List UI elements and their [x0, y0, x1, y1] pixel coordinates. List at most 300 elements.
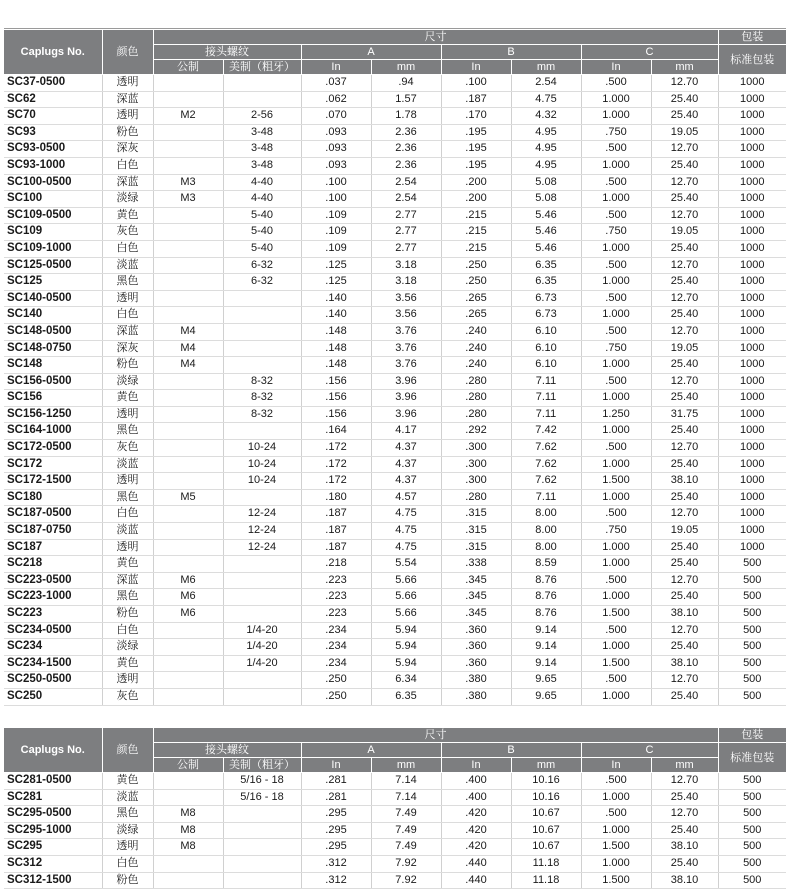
metric-thread-cell — [153, 440, 223, 457]
a-mm-cell: 3.76 — [371, 340, 441, 357]
a-mm-cell: 6.35 — [371, 688, 441, 705]
dim-b-header: B — [441, 45, 581, 60]
unc-thread-cell: 1/4-20 — [223, 622, 301, 639]
color-cell: 黑色 — [102, 489, 153, 506]
table-row — [4, 240, 786, 257]
a-mm-cell: 3.96 — [371, 406, 441, 423]
b-in-cell: .215 — [441, 240, 511, 257]
c-mm-cell: 25.40 — [651, 556, 718, 573]
unc-thread-cell — [223, 822, 301, 839]
a-mm-cell: 6.34 — [371, 672, 441, 689]
c-in-cell: 1.500 — [581, 872, 651, 889]
a-mm-cell: 7.92 — [371, 872, 441, 889]
metric-thread-cell — [153, 307, 223, 324]
standard-pack-cell: 1000 — [718, 124, 786, 141]
table-row — [4, 157, 786, 174]
b-in-cell: .360 — [441, 622, 511, 639]
part-number-cell: SC187-0750 — [4, 523, 102, 540]
part-number-cell: SC140 — [4, 307, 102, 324]
metric-thread-cell — [153, 257, 223, 274]
b-mm-cell: 8.76 — [511, 606, 581, 623]
c-in-cell: 1.000 — [581, 855, 651, 872]
unc-thread-cell: 5-40 — [223, 224, 301, 241]
unc-thread-cell: 2-56 — [223, 108, 301, 125]
metric-thread-cell: M2 — [153, 108, 223, 125]
color-cell: 白色 — [102, 307, 153, 324]
part-number-header: Caplugs No. — [4, 728, 102, 773]
table-row — [4, 506, 786, 523]
a-mm-cell: 3.18 — [371, 274, 441, 291]
table-row — [4, 257, 786, 274]
c-in-cell: .500 — [581, 622, 651, 639]
metric-thread-cell: M5 — [153, 489, 223, 506]
table-row — [4, 141, 786, 158]
b-in-cell: .300 — [441, 456, 511, 473]
a-mm-cell: 7.49 — [371, 806, 441, 823]
c-in-cell: 1.000 — [581, 423, 651, 440]
color-cell: 深蓝 — [102, 323, 153, 340]
b-mm-cell: 2.54 — [511, 75, 581, 92]
a-in-cell: .295 — [301, 806, 371, 823]
a-in-cell: .218 — [301, 556, 371, 573]
standard-pack-cell: 1000 — [718, 357, 786, 374]
table-row — [4, 556, 786, 573]
c-mm-cell: 25.40 — [651, 822, 718, 839]
part-number-cell: SC281 — [4, 789, 102, 806]
a-in-cell: .156 — [301, 390, 371, 407]
b-mm-cell: 4.32 — [511, 108, 581, 125]
a-in-cell: .140 — [301, 307, 371, 324]
c-in-cell: .500 — [581, 506, 651, 523]
c-in-cell: .500 — [581, 257, 651, 274]
color-cell: 灰色 — [102, 440, 153, 457]
standard-pack-cell: 500 — [718, 589, 786, 606]
table-row — [4, 406, 786, 423]
a-mm-header: mm — [371, 60, 441, 75]
b-in-cell: .345 — [441, 606, 511, 623]
part-number-cell: SC109-1000 — [4, 240, 102, 257]
part-number-cell: SC148 — [4, 357, 102, 374]
part-number-cell: SC223-1000 — [4, 589, 102, 606]
a-mm-cell: 2.77 — [371, 240, 441, 257]
c-in-cell: .500 — [581, 773, 651, 790]
b-in-cell: .360 — [441, 655, 511, 672]
a-mm-cell: 4.75 — [371, 506, 441, 523]
unc-thread-cell: 6-32 — [223, 274, 301, 291]
b-in-cell: .170 — [441, 108, 511, 125]
a-in-cell: .140 — [301, 290, 371, 307]
c-mm-cell: 12.70 — [651, 773, 718, 790]
standard-pack-header: 标准包装 — [718, 45, 786, 75]
metric-thread-cell — [153, 290, 223, 307]
color-cell: 粉色 — [102, 357, 153, 374]
table-row — [4, 290, 786, 307]
standard-pack-cell: 500 — [718, 806, 786, 823]
c-mm-cell: 25.40 — [651, 423, 718, 440]
table-row — [4, 357, 786, 374]
color-cell: 白色 — [102, 157, 153, 174]
color-cell: 透明 — [102, 473, 153, 490]
color-cell: 深蓝 — [102, 91, 153, 108]
unc-thread-cell — [223, 489, 301, 506]
color-header: 颜色 — [102, 728, 153, 773]
c-in-cell: .500 — [581, 440, 651, 457]
c-mm-cell: 12.70 — [651, 323, 718, 340]
part-number-cell: SC172-0500 — [4, 440, 102, 457]
standard-pack-cell: 500 — [718, 839, 786, 856]
dimensions-header: 尺寸 — [153, 728, 718, 743]
c-mm-cell: 25.40 — [651, 91, 718, 108]
b-mm-cell: 5.08 — [511, 191, 581, 208]
standard-pack-cell: 1000 — [718, 290, 786, 307]
c-in-cell: 1.000 — [581, 456, 651, 473]
c-mm-cell: 25.40 — [651, 789, 718, 806]
b-in-cell: .420 — [441, 822, 511, 839]
c-mm-cell: 31.75 — [651, 406, 718, 423]
color-cell: 淡绿 — [102, 191, 153, 208]
c-mm-cell: 12.70 — [651, 622, 718, 639]
unc-thread-cell — [223, 855, 301, 872]
c-in-cell: 1.500 — [581, 606, 651, 623]
metric-thread-cell — [153, 406, 223, 423]
b-mm-cell: 10.67 — [511, 839, 581, 856]
b-in-cell: .315 — [441, 506, 511, 523]
standard-pack-cell: 1000 — [718, 523, 786, 540]
c-mm-cell: 25.40 — [651, 456, 718, 473]
color-cell: 淡蓝 — [102, 789, 153, 806]
metric-thread-cell: M3 — [153, 191, 223, 208]
part-number-cell: SC223-0500 — [4, 572, 102, 589]
color-cell: 深灰 — [102, 141, 153, 158]
part-number-cell: SC295-1000 — [4, 822, 102, 839]
color-cell: 透明 — [102, 539, 153, 556]
unc-thread-cell: 3-48 — [223, 157, 301, 174]
c-mm-cell: 12.70 — [651, 290, 718, 307]
metric-thread-cell — [153, 773, 223, 790]
a-mm-cell: 1.78 — [371, 108, 441, 125]
b-mm-cell: 8.00 — [511, 506, 581, 523]
part-number-cell: SC100-0500 — [4, 174, 102, 191]
color-cell: 淡蓝 — [102, 523, 153, 540]
unc-thread-cell — [223, 91, 301, 108]
c-in-cell: 1.500 — [581, 839, 651, 856]
color-cell: 黑色 — [102, 806, 153, 823]
b-mm-cell: 7.62 — [511, 440, 581, 457]
b-mm-cell: 11.18 — [511, 872, 581, 889]
c-mm-cell: 12.70 — [651, 440, 718, 457]
standard-pack-cell: 1000 — [718, 240, 786, 257]
c-in-cell: .500 — [581, 141, 651, 158]
b-mm-cell: 7.62 — [511, 473, 581, 490]
b-in-cell: .440 — [441, 855, 511, 872]
b-mm-cell: 7.11 — [511, 390, 581, 407]
table-row — [4, 323, 786, 340]
c-mm-header: mm — [651, 758, 718, 773]
unc-thread-cell — [223, 606, 301, 623]
a-mm-cell: 4.37 — [371, 440, 441, 457]
metric-thread-cell — [153, 473, 223, 490]
table-row — [4, 91, 786, 108]
color-cell: 黑色 — [102, 589, 153, 606]
table-row — [4, 773, 786, 790]
a-in-cell: .281 — [301, 789, 371, 806]
standard-pack-cell: 1000 — [718, 207, 786, 224]
metric-thread-cell — [153, 240, 223, 257]
b-in-cell: .345 — [441, 572, 511, 589]
a-in-cell: .172 — [301, 456, 371, 473]
a-in-cell: .250 — [301, 688, 371, 705]
a-in-header: In — [301, 60, 371, 75]
part-number-cell: SC62 — [4, 91, 102, 108]
color-cell: 透明 — [102, 108, 153, 125]
c-in-cell: 1.000 — [581, 639, 651, 656]
unc-thread-cell: 3-48 — [223, 141, 301, 158]
b-in-cell: .315 — [441, 539, 511, 556]
c-in-cell: .500 — [581, 373, 651, 390]
b-mm-cell: 4.95 — [511, 157, 581, 174]
unc-thread-cell: 10-24 — [223, 456, 301, 473]
part-number-cell: SC109 — [4, 224, 102, 241]
b-in-cell: .300 — [441, 473, 511, 490]
b-in-cell: .338 — [441, 556, 511, 573]
part-number-cell: SC295-0500 — [4, 806, 102, 823]
standard-pack-cell: 1000 — [718, 406, 786, 423]
caplugs-table-1 — [4, 30, 786, 706]
metric-thread-cell: M4 — [153, 340, 223, 357]
b-mm-cell: 6.73 — [511, 307, 581, 324]
b-mm-cell: 6.10 — [511, 340, 581, 357]
table-row — [4, 124, 786, 141]
part-number-cell: SC70 — [4, 108, 102, 125]
standard-pack-cell: 1000 — [718, 174, 786, 191]
a-in-cell: .062 — [301, 91, 371, 108]
color-cell: 淡蓝 — [102, 456, 153, 473]
c-in-cell: 1.000 — [581, 357, 651, 374]
metric-thread-cell: M3 — [153, 174, 223, 191]
standard-pack-cell: 1000 — [718, 456, 786, 473]
c-in-cell: 1.000 — [581, 822, 651, 839]
a-mm-cell: 4.57 — [371, 489, 441, 506]
table-row — [4, 274, 786, 291]
a-mm-cell: 2.77 — [371, 224, 441, 241]
color-cell: 白色 — [102, 506, 153, 523]
c-in-cell: .500 — [581, 323, 651, 340]
table-row — [4, 473, 786, 490]
b-in-cell: .280 — [441, 373, 511, 390]
part-number-cell: SC187-0500 — [4, 506, 102, 523]
a-in-cell: .148 — [301, 323, 371, 340]
b-in-cell: .292 — [441, 423, 511, 440]
dim-a-header: A — [301, 45, 441, 60]
part-number-cell: SC172-1500 — [4, 473, 102, 490]
b-mm-cell: 9.14 — [511, 639, 581, 656]
a-mm-cell: 2.54 — [371, 191, 441, 208]
part-number-cell: SC156 — [4, 390, 102, 407]
b-mm-cell: 6.35 — [511, 257, 581, 274]
metric-thread-cell — [153, 390, 223, 407]
b-in-cell: .250 — [441, 274, 511, 291]
b-in-cell: .187 — [441, 91, 511, 108]
unc-thread-cell — [223, 839, 301, 856]
color-cell: 粉色 — [102, 872, 153, 889]
unc-thread-cell — [223, 340, 301, 357]
a-in-cell: .223 — [301, 589, 371, 606]
standard-pack-cell: 500 — [718, 789, 786, 806]
metric-thread-cell — [153, 622, 223, 639]
part-number-cell: SC93-0500 — [4, 141, 102, 158]
unc-thread-cell — [223, 872, 301, 889]
standard-pack-cell: 1000 — [718, 473, 786, 490]
c-in-cell: 1.500 — [581, 473, 651, 490]
b-mm-cell: 7.11 — [511, 373, 581, 390]
unc-thread-cell — [223, 357, 301, 374]
b-in-cell: .360 — [441, 639, 511, 656]
part-number-cell: SC93 — [4, 124, 102, 141]
c-in-cell: .500 — [581, 75, 651, 92]
part-number-cell: SC223 — [4, 606, 102, 623]
metric-thread-cell: M6 — [153, 589, 223, 606]
a-mm-cell: 7.14 — [371, 773, 441, 790]
a-mm-cell: 3.18 — [371, 257, 441, 274]
c-mm-cell: 19.05 — [651, 340, 718, 357]
a-in-cell: .109 — [301, 224, 371, 241]
metric-thread-cell — [153, 91, 223, 108]
thread-header: 接头螺纹 — [153, 45, 301, 60]
metric-thread-cell — [153, 523, 223, 540]
a-mm-cell: 1.57 — [371, 91, 441, 108]
a-in-cell: .125 — [301, 274, 371, 291]
table-row — [4, 108, 786, 125]
color-cell: 黄色 — [102, 655, 153, 672]
part-number-cell: SC148-0500 — [4, 323, 102, 340]
c-in-cell: .500 — [581, 572, 651, 589]
packaging-header: 包装 — [718, 728, 786, 743]
a-in-cell: .295 — [301, 839, 371, 856]
b-in-cell: .380 — [441, 672, 511, 689]
unc-thread-cell: 12-24 — [223, 539, 301, 556]
metric-thread-cell — [153, 75, 223, 92]
a-mm-cell: 5.66 — [371, 606, 441, 623]
a-mm-cell: .94 — [371, 75, 441, 92]
color-cell: 淡绿 — [102, 373, 153, 390]
color-header: 颜色 — [102, 30, 153, 75]
unc-thread-cell: 8-32 — [223, 390, 301, 407]
b-mm-cell: 8.59 — [511, 556, 581, 573]
c-mm-cell: 19.05 — [651, 124, 718, 141]
color-cell: 白色 — [102, 855, 153, 872]
dim-c-header: C — [581, 743, 718, 758]
part-number-cell: SC234-1500 — [4, 655, 102, 672]
a-in-cell: .312 — [301, 872, 371, 889]
b-mm-cell: 8.76 — [511, 589, 581, 606]
c-in-cell: .750 — [581, 124, 651, 141]
unc-header: 美制（粗牙） — [223, 60, 301, 75]
a-mm-cell: 3.76 — [371, 323, 441, 340]
color-cell: 淡绿 — [102, 639, 153, 656]
b-mm-cell: 7.11 — [511, 489, 581, 506]
color-cell: 淡绿 — [102, 822, 153, 839]
a-in-cell: .156 — [301, 373, 371, 390]
table-row — [4, 340, 786, 357]
table-row — [4, 688, 786, 705]
standard-pack-cell: 1000 — [718, 539, 786, 556]
color-cell: 灰色 — [102, 688, 153, 705]
metric-thread-cell — [153, 789, 223, 806]
table-row — [4, 75, 786, 92]
table-row — [4, 606, 786, 623]
b-mm-cell: 4.95 — [511, 124, 581, 141]
b-mm-cell: 4.75 — [511, 91, 581, 108]
c-mm-cell: 12.70 — [651, 672, 718, 689]
standard-pack-cell: 500 — [718, 855, 786, 872]
a-mm-cell: 2.36 — [371, 141, 441, 158]
metric-thread-cell — [153, 655, 223, 672]
a-mm-cell: 7.92 — [371, 855, 441, 872]
unc-thread-cell: 8-32 — [223, 373, 301, 390]
c-mm-cell: 12.70 — [651, 506, 718, 523]
a-mm-cell: 4.37 — [371, 456, 441, 473]
standard-pack-cell: 1000 — [718, 191, 786, 208]
a-mm-cell: 2.54 — [371, 174, 441, 191]
table-row — [4, 822, 786, 839]
metric-thread-cell — [153, 157, 223, 174]
table-row — [4, 423, 786, 440]
c-mm-cell: 25.40 — [651, 357, 718, 374]
table-row — [4, 872, 786, 889]
color-cell: 灰色 — [102, 224, 153, 241]
part-number-cell: SC295 — [4, 839, 102, 856]
table-row — [4, 855, 786, 872]
dimensions-header: 尺寸 — [153, 30, 718, 45]
standard-pack-cell: 1000 — [718, 75, 786, 92]
c-mm-cell: 25.40 — [651, 390, 718, 407]
standard-pack-cell: 500 — [718, 773, 786, 790]
c-mm-cell: 25.40 — [651, 855, 718, 872]
c-in-cell: 1.000 — [581, 489, 651, 506]
c-mm-cell: 25.40 — [651, 307, 718, 324]
table-row — [4, 440, 786, 457]
color-cell: 透明 — [102, 672, 153, 689]
b-in-cell: .240 — [441, 340, 511, 357]
unc-thread-cell — [223, 589, 301, 606]
c-mm-cell: 25.40 — [651, 240, 718, 257]
unc-thread-cell: 3-48 — [223, 124, 301, 141]
color-cell: 深蓝 — [102, 572, 153, 589]
c-mm-cell: 25.40 — [651, 589, 718, 606]
b-in-cell: .200 — [441, 191, 511, 208]
part-number-cell: SC156-0500 — [4, 373, 102, 390]
a-in-cell: .180 — [301, 489, 371, 506]
metric-thread-cell — [153, 872, 223, 889]
b-in-cell: .200 — [441, 174, 511, 191]
unc-thread-cell — [223, 672, 301, 689]
part-number-cell: SC250-0500 — [4, 672, 102, 689]
table-row — [4, 456, 786, 473]
c-mm-cell: 25.40 — [651, 688, 718, 705]
a-in-cell: .250 — [301, 672, 371, 689]
color-cell: 黄色 — [102, 556, 153, 573]
c-mm-cell: 12.70 — [651, 257, 718, 274]
a-in-cell: .234 — [301, 639, 371, 656]
a-in-cell: .295 — [301, 822, 371, 839]
a-mm-cell: 2.77 — [371, 207, 441, 224]
b-in-cell: .420 — [441, 839, 511, 856]
dim-c-header: C — [581, 45, 718, 60]
b-in-cell: .280 — [441, 390, 511, 407]
b-in-cell: .345 — [441, 589, 511, 606]
a-mm-cell: 7.49 — [371, 839, 441, 856]
table-row — [4, 806, 786, 823]
